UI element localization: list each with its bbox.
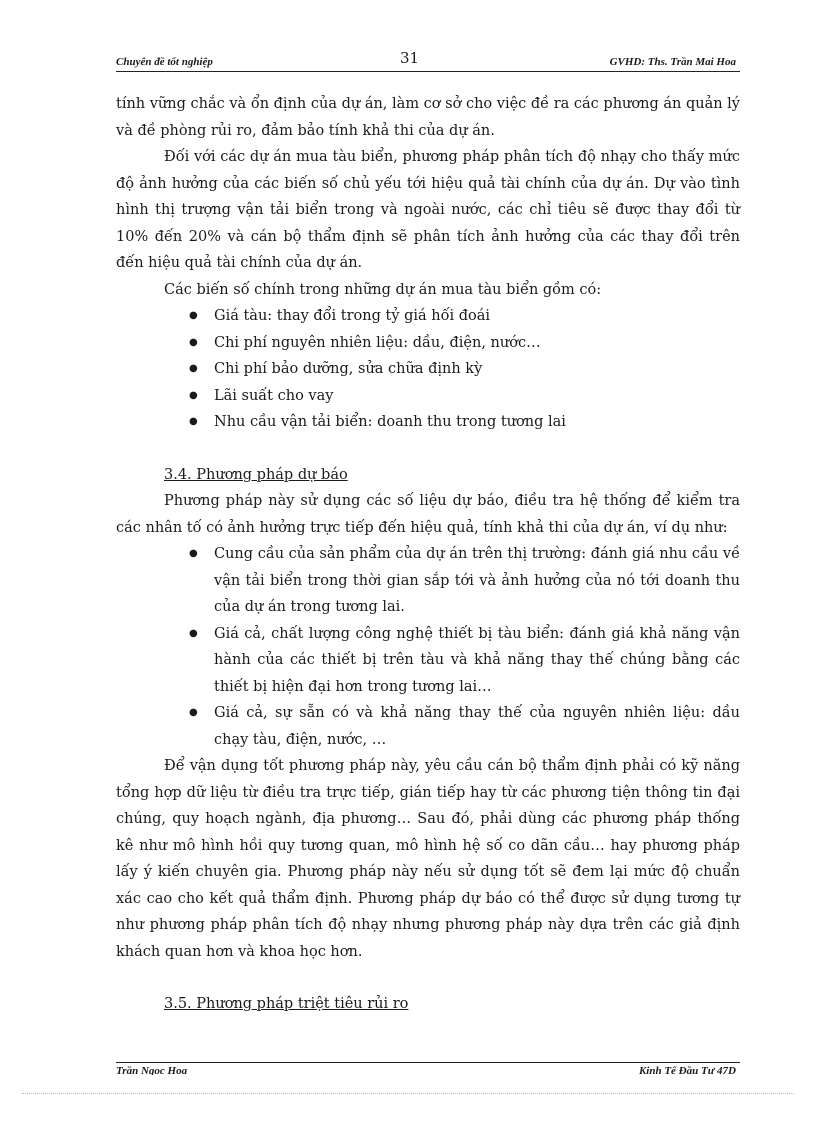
forecast-factors-list bbox=[116, 541, 740, 753]
list-item: ● Giá cả, sự sẵn có và khả năng thay thế của nguyên nhiên liệu: dầu chạy tàu, điện, nước, … bbox=[116, 700, 740, 753]
list-item: ● Nhu cầu vận tải biển: doanh thu trong tương lai bbox=[116, 409, 740, 436]
list-item: ● Lãi suất cho vay bbox=[116, 383, 740, 410]
paragraph-2: Đối với các dự án mua tàu biển, phương pháp phân tích độ nhạy cho thấy mức độ ảnh hưởng của các biến số chủ yếu tới hiệu quả tài chính của dự án. Dự vào tình hình thị trượng vận tải biển trong và ngoài nước, các chỉ tiêu sẽ được thay đổi từ 10% đến 20% và cán bộ thẩm định sẽ phân tích ảnh hưởng của các thay đổi trên đến hiệu quả tài chính của dự án. bbox=[116, 149, 740, 271]
paragraph-1: tính vững chắc và ổn định của dự án, làm cơ sở cho việc đề ra các phương án quản lý và đề phòng rủi ro, đảm bảo tính khả thi của dự án. bbox=[116, 96, 740, 139]
paragraph-3: Các biến số chính trong những dự án mua tàu biển gồm có: bbox=[164, 281, 602, 298]
list-item: ● Chi phí nguyên nhiên liệu: dầu, điện, nước… bbox=[116, 330, 740, 357]
section-heading-3-5 bbox=[116, 991, 740, 1018]
spacer bbox=[116, 436, 740, 462]
footer-left-text: Trần Ngọc Hoa bbox=[116, 1065, 188, 1075]
list-item: ● Giá cả, chất lượng công nghệ thiết bị tàu biển: đánh giá khả năng vận hành của các thiết bị trên tàu và khả năng thay thế chúng bằng các thiết bị hiện đại hơn trong tương lai… bbox=[116, 621, 740, 701]
paragraph-4: Phương pháp này sử dụng các số liệu dự báo, điều tra hệ thống để kiểm tra các nhân tố có ảnh hưởng trực tiếp đến hiệu quả, tính khả thi của dự án, ví dụ như: bbox=[116, 493, 740, 536]
list-item: ● Chi phí bảo dưỡng, sửa chữa định kỳ bbox=[116, 356, 740, 383]
list-item: ● Cung cầu của sản phẩm của dự án trên thị trường: đánh giá nhu cầu về vận tải biển trong thời gian sắp tới và ảnh hưởng của nó tới doanh thu của dự án trong tương lai. bbox=[116, 541, 740, 621]
header-right-text: GVHD: Ths. Trần Mai Hoa bbox=[609, 56, 736, 68]
variables-list bbox=[116, 303, 740, 436]
page-footer bbox=[116, 1062, 740, 1075]
header-left-text: Chuyên đề tốt nghiệp bbox=[116, 56, 213, 68]
list-item: ● Giá tàu: thay đổi trong tỷ giá hối đoái bbox=[116, 303, 740, 330]
page-number: 31 bbox=[400, 49, 420, 67]
footer-right-text: Kinh Tế Đầu Tư 47D bbox=[638, 1065, 736, 1075]
document-body bbox=[116, 91, 740, 1018]
section-heading-3-4-text: 3.4. Phương pháp dự báo bbox=[164, 466, 348, 483]
section-heading-3-4 bbox=[116, 462, 740, 489]
page-bottom-divider bbox=[22, 1093, 794, 1094]
paragraph-5: Để vận dụng tốt phương pháp này, yêu cầu cán bộ thẩm định phải có kỹ năng tổng hợp dữ liệu từ điều tra trực tiếp, gián tiếp hay từ các phương tiện thông tin đại chúng, quy hoạch ngành, địa phương… Sau đó, phải dùng các phương pháp thống kê như mô hình hồi quy tương quan, mô hình hệ số co dãn cầu… hay phương pháp lấy ý kiến chuyên gia. Phương pháp này nếu sử dụng tốt sẽ đem lại mức độ chuẩn xác cao cho kết quả thẩm định. Phương pháp dự báo có thể được sử dụng tương tự như phương pháp phân tích độ nhạy nhưng phương pháp này dựa trên các giả định khách quan hơn và khoa học hơn. bbox=[116, 758, 740, 960]
section-heading-3-5-text: 3.5. Phương pháp triệt tiêu rủi ro bbox=[164, 996, 409, 1012]
page-header bbox=[116, 55, 740, 72]
spacer bbox=[116, 965, 740, 991]
